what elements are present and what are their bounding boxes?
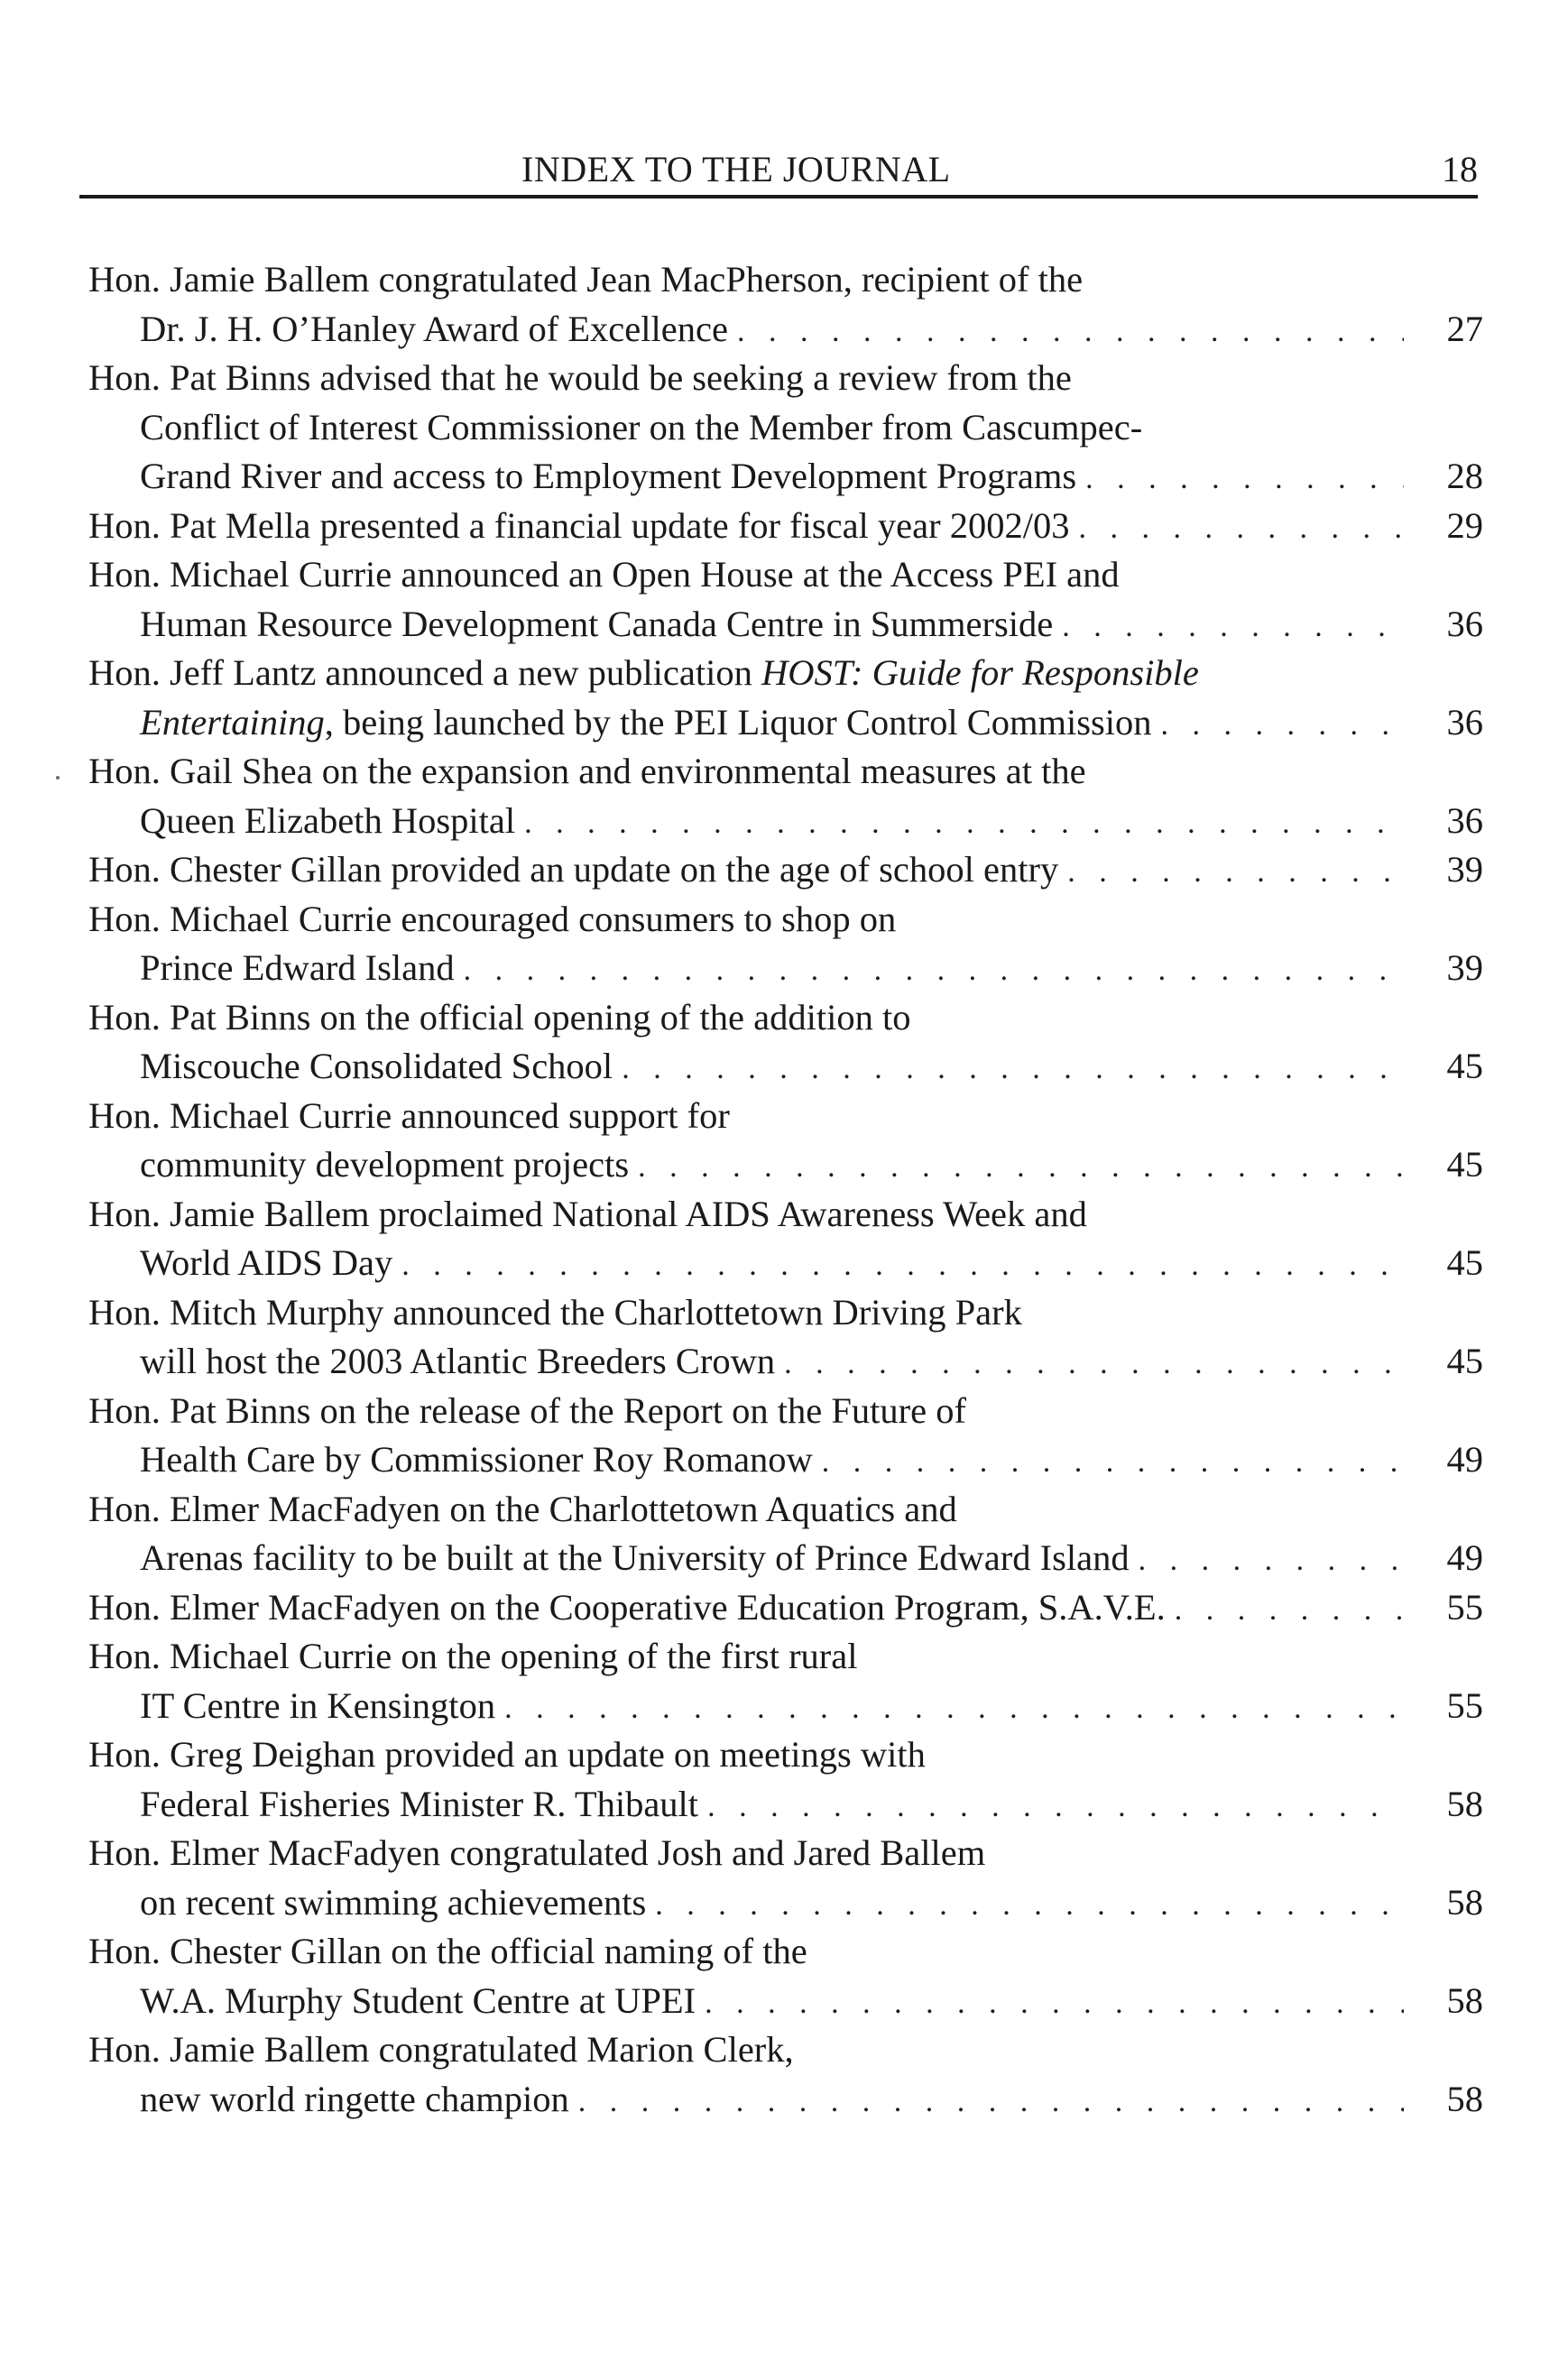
entry-text: Hon. Jeff Lantz announced a new publication (88, 652, 762, 693)
dot-leader (515, 799, 1404, 846)
entry-text: Grand River and access to Employment Development Programs (140, 456, 1077, 496)
index-entries (88, 255, 1483, 2124)
entry-last-line (88, 600, 1483, 650)
entry-page-number: 45 (1446, 1046, 1483, 1086)
running-title: INDEX TO THE JOURNAL (521, 149, 951, 189)
header-rule (79, 195, 1478, 198)
entry-page-number: 58 (1446, 1783, 1483, 1824)
dot-leader (1053, 603, 1404, 650)
entry-page-number: 55 (1446, 1684, 1483, 1726)
entry-page-number: 36 (1446, 701, 1483, 743)
dot-leader (775, 1340, 1404, 1387)
entry-text: on recent swimming achievements (140, 1881, 647, 1923)
dot-leader (813, 1438, 1404, 1485)
entry-line: Hon. Chester Gillan on the official naming of the (88, 1931, 807, 1971)
entry-page-number: 49 (1446, 1537, 1483, 1578)
entry-text: Miscouche Consolidated School (140, 1046, 613, 1086)
entry-page-number: 58 (1446, 1881, 1483, 1923)
index-entry (88, 354, 1483, 502)
entry-last-line (88, 1042, 1483, 1092)
index-entry (88, 895, 1483, 993)
entry-text: W.A. Murphy Student Centre at UPEI (140, 1979, 696, 2021)
index-entry (88, 1288, 1483, 1387)
entry-text: Prince Edward Island (140, 947, 455, 988)
index-entry (88, 1829, 1483, 1927)
entry-page-number: 58 (1446, 1979, 1483, 2021)
entry-text: World AIDS Day (140, 1242, 393, 1283)
index-entry (88, 2025, 1483, 2124)
dot-leader (1058, 848, 1404, 895)
entry-line: Hon. Mitch Murphy announced the Charlottetown Driving Park (88, 1291, 1022, 1333)
index-entry (88, 1387, 1483, 1485)
dot-leader (455, 946, 1404, 993)
index-entry (88, 845, 1483, 895)
entry-page-number: 29 (1446, 504, 1483, 546)
entry-text: Hon. Chester Gillan provided an update on the age of school entry (88, 849, 1059, 890)
entry-page-number: 39 (1446, 849, 1483, 890)
entry-line: Hon. Elmer MacFadyen congratulated Josh and Jared Ballem (88, 1832, 986, 1873)
entry-text: Dr. J. H. O’Hanley Award of Excellence (140, 308, 728, 349)
entry-last-line (88, 698, 1483, 748)
entry-last-line (88, 1878, 1483, 1928)
entry-text-rest: , being launched by the PEI Liquor Control Commission (324, 701, 1152, 743)
dot-leader (629, 1143, 1404, 1190)
index-entry (88, 747, 1483, 845)
entry-page-number: 45 (1446, 1242, 1483, 1283)
entry-text: IT Centre in Kensington (140, 1684, 496, 1726)
entry-last-line (88, 1682, 1483, 1731)
entry-page-number: 55 (1446, 1586, 1483, 1628)
index-entry (88, 1190, 1483, 1288)
entry-page-number: 45 (1446, 1144, 1483, 1185)
index-entry (88, 993, 1483, 1092)
entry-page-number: 39 (1446, 947, 1483, 988)
dot-leader (495, 1684, 1404, 1731)
entry-last-line (88, 1780, 1483, 1830)
entry-page-number: 58 (1446, 2078, 1483, 2119)
entry-line: Hon. Pat Binns advised that he would be seeking a review from the (88, 357, 1072, 398)
index-entry (88, 1092, 1483, 1190)
entry-line: Hon. Jamie Ballem congratulated Marion Clerk, (88, 2029, 794, 2070)
entry-line: Hon. Jamie Ballem congratulated Jean MacPherson, recipient of the (88, 259, 1084, 300)
entry-page-number: 36 (1446, 799, 1483, 841)
entry-last-line (88, 2075, 1483, 2125)
entry-last-line (88, 1977, 1483, 2026)
entry-last-line (88, 502, 1483, 551)
entry-line: Hon. Elmer MacFadyen on the Charlottetown Aquatics and (88, 1488, 957, 1529)
index-entry (88, 550, 1483, 649)
dot-leader (613, 1045, 1404, 1092)
entry-line: Hon. Pat Binns on the release of the Report on the Future of (88, 1389, 966, 1431)
entry-page-number: 49 (1446, 1439, 1483, 1480)
entry-text: new world ringette champion (140, 2078, 569, 2119)
entry-last-line (88, 797, 1483, 846)
publication-title: HOST: Guide for Responsible (761, 652, 1199, 693)
entry-last-line (88, 305, 1483, 355)
dot-leader (1130, 1536, 1404, 1583)
entry-last-line (88, 1435, 1483, 1485)
entry-text: Queen Elizabeth Hospital (140, 799, 516, 841)
entry-line: Hon. Gail Shea on the expansion and environmental measures at the (88, 751, 1086, 791)
dot-leader (696, 1979, 1404, 2026)
entry-text: Human Resource Development Canada Centre in Summerside (140, 603, 1054, 644)
index-entry (88, 1485, 1483, 1583)
dot-leader (569, 2078, 1404, 2125)
entry-last-line (88, 1239, 1483, 1288)
dot-leader (728, 308, 1404, 355)
dot-leader (1070, 504, 1405, 551)
entry-line: Hon. Jamie Ballem proclaimed National AIDS Awareness Week and (88, 1193, 1087, 1234)
entry-text: Arenas facility to be built at the University of Prince Edward Island (140, 1537, 1130, 1578)
entry-line: Hon. Michael Currie on the opening of the first rural (88, 1636, 858, 1676)
index-entry (88, 1632, 1483, 1730)
entry-text: Federal Fisheries Minister R. Thibault (140, 1783, 699, 1824)
entry-last-line (88, 1337, 1483, 1387)
publication-title: Entertaining (140, 701, 325, 743)
entry-line: Hon. Pat Binns on the official opening of the addition to (88, 996, 911, 1038)
entry-line: Conflict of Interest Commissioner on the Member from Cascumpec- (140, 406, 1143, 447)
dot-leader (392, 1241, 1404, 1288)
entry-last-line (88, 1140, 1483, 1190)
entry-text (140, 698, 1152, 748)
entry-line: Hon. Michael Currie announced support for (88, 1094, 730, 1136)
index-entry (88, 502, 1483, 551)
page-number: 18 (1442, 149, 1478, 189)
entry-line: Hon. Greg Deighan provided an update on meetings with (88, 1734, 926, 1775)
index-entry (88, 1583, 1483, 1633)
dot-leader (1076, 455, 1404, 502)
entry-last-line (88, 845, 1483, 895)
entry-line: Hon. Michael Currie announced an Open House at the Access PEI and (88, 554, 1120, 595)
entry-text: Hon. Pat Mella presented a financial update for fiscal year 2002/03 (88, 504, 1070, 546)
index-entry (88, 255, 1483, 354)
entry-page-number: 45 (1446, 1341, 1483, 1381)
entry-last-line (88, 452, 1483, 502)
dot-leader (646, 1881, 1404, 1928)
dot-leader (698, 1783, 1404, 1830)
index-entry (88, 1927, 1483, 2025)
dot-leader (1152, 701, 1404, 748)
entry-line (88, 649, 1483, 698)
entry-text: community development projects (140, 1144, 630, 1185)
entry-text: Hon. Elmer MacFadyen on the Cooperative Education Program, S.A.V.E. (88, 1586, 1166, 1628)
scan-speck (56, 776, 60, 779)
entry-last-line (88, 944, 1483, 993)
index-entry (88, 1730, 1483, 1829)
running-head (79, 144, 1478, 198)
entry-last-line (88, 1534, 1483, 1583)
entry-page-number: 28 (1446, 456, 1483, 496)
entry-line: Hon. Michael Currie encouraged consumers to shop on (88, 898, 897, 939)
index-entry (88, 649, 1483, 747)
entry-page-number: 27 (1446, 308, 1483, 349)
entry-text: will host the 2003 Atlantic Breeders Crown (140, 1341, 776, 1381)
entry-text: Health Care by Commissioner Roy Romanow (140, 1439, 813, 1480)
dot-leader (1166, 1586, 1404, 1633)
entry-page-number: 36 (1446, 603, 1483, 644)
entry-last-line (88, 1583, 1483, 1633)
